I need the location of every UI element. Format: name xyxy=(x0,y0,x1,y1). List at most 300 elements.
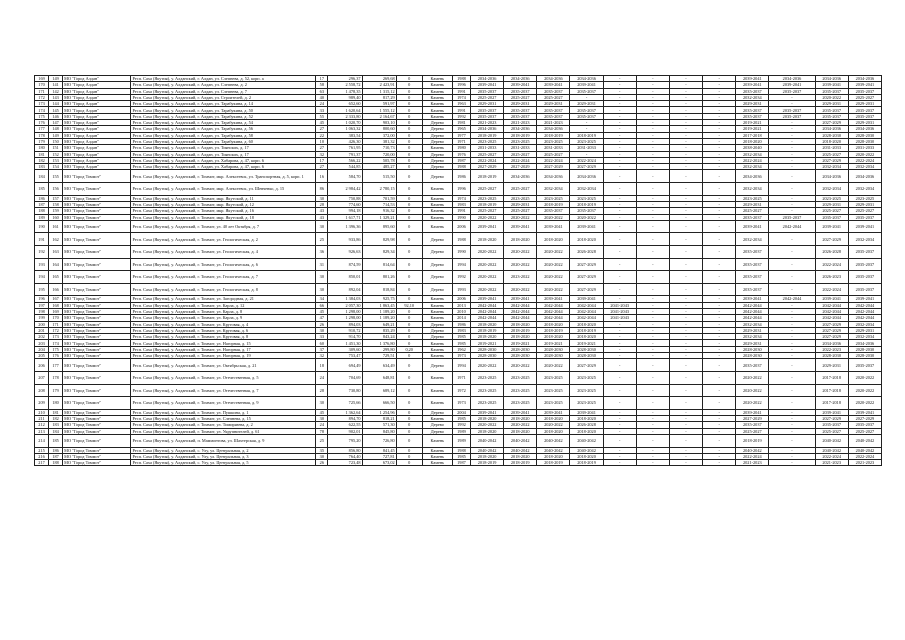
table-row xyxy=(35,246,882,259)
table-cell-g: 2032-2034 xyxy=(736,334,769,340)
table-cell-mat: Камень xyxy=(422,447,452,453)
table-row xyxy=(35,359,882,372)
table-cell-i: 2027-2029 xyxy=(815,120,848,126)
table-cell-a: 2025-2027 xyxy=(470,151,503,157)
table-cell-z: 0 xyxy=(396,214,422,220)
table-cell-mat: Дерево xyxy=(422,283,452,296)
table-cell-a: 2039-2041 xyxy=(470,409,503,415)
table-cell-s2: 673,02 xyxy=(362,460,396,466)
table-cell-s1: 994,18 xyxy=(328,208,362,214)
table-row xyxy=(35,422,882,428)
table-cell-e: - xyxy=(603,151,636,157)
table-cell-e: - xyxy=(603,409,636,415)
table-cell-c: 2028-2030 xyxy=(537,346,570,352)
table-cell-f: - xyxy=(636,346,669,352)
table-cell-empty: - xyxy=(703,447,736,453)
table-cell-g: 2020-2022 xyxy=(736,371,769,384)
table-cell-z: 0 xyxy=(396,101,422,107)
table-cell-empty: - xyxy=(669,157,702,163)
table-cell-addr: Респ. Саха (Якутия), у. Алданский, с. Улу, ул. Центральная, д. 5 xyxy=(131,460,316,466)
table-cell-e: - xyxy=(603,371,636,384)
table-cell-mo: МО "Город Томмот" xyxy=(63,334,131,340)
table-cell-j: 2032-2034 xyxy=(848,164,881,170)
table-cell-j: 2035-2037 xyxy=(848,113,881,119)
table-cell-a: 2020-2022 xyxy=(470,214,503,220)
table-cell-h: - xyxy=(769,409,815,415)
table-cell-d: 2018-2019 xyxy=(570,132,603,138)
table-cell-m: 161 xyxy=(49,220,63,233)
table-cell-c: 2042-2044 xyxy=(537,308,570,314)
table-cell-mo: МО "Город Алдан" xyxy=(63,126,131,132)
table-cell-addr: Респ. Саха (Якутия), у. Алданский, г. Томмот, мкр. Якутский, д. 16 xyxy=(131,208,316,214)
table-cell-mo: МО "Город Томмот" xyxy=(63,384,131,397)
table-cell-j: 2035-2037 xyxy=(848,422,881,428)
table-cell-mo: МО "Город Томмот" xyxy=(63,409,131,415)
table-cell-c: 2035-2037 xyxy=(537,208,570,214)
table-cell-fl: 24 xyxy=(316,422,328,428)
table-cell-empty: - xyxy=(669,258,702,271)
table-cell-e: - xyxy=(603,384,636,397)
table-cell-d: 2018-2019 xyxy=(570,327,603,333)
table-cell-empty: - xyxy=(669,145,702,151)
table-cell-mo: МО "Город Томмот" xyxy=(63,258,131,271)
table-cell-e: - xyxy=(603,208,636,214)
table-cell-z: 0 xyxy=(396,82,422,88)
table-cell-f: - xyxy=(636,145,669,151)
table-row xyxy=(35,321,882,327)
table-cell-i: 2039-2041 xyxy=(815,82,848,88)
table-cell-h: - xyxy=(769,183,815,196)
table-cell-c: 2023-2025 xyxy=(537,384,570,397)
table-cell-g: 2020-2022 xyxy=(736,397,769,410)
table-cell-a: 2028-2030 xyxy=(470,353,503,359)
table-cell-empty: - xyxy=(703,126,736,132)
table-cell-n: 202 xyxy=(35,334,49,340)
table-cell-e: - xyxy=(603,138,636,144)
table-cell-h: - xyxy=(769,302,815,308)
table-cell-yr: 1987 xyxy=(452,460,470,466)
table-cell-m: 186 xyxy=(49,447,63,453)
table-cell-j: 2020-2022 xyxy=(848,397,881,410)
table-cell-fl: 45 xyxy=(316,120,328,126)
table-cell-fl: 32 xyxy=(316,151,328,157)
table-cell-m: 173 xyxy=(49,334,63,340)
table-row xyxy=(35,302,882,308)
table-cell-mat: Камень xyxy=(422,101,452,107)
table-cell-mat: Камень xyxy=(422,340,452,346)
table-cell-empty: - xyxy=(703,151,736,157)
table-cell-n: 209 xyxy=(35,397,49,410)
table-cell-addr: Респ. Саха (Якутия), у. Алданский, г. Томмот, ул. Геологическая, д. 8 xyxy=(131,283,316,296)
table-cell-mo: МО "Город Томмот" xyxy=(63,214,131,220)
table-cell-z: 0 xyxy=(396,120,422,126)
table-cell-c: 2020-2022 xyxy=(537,214,570,220)
table-cell-yr: 1994 xyxy=(452,258,470,271)
table-cell-e: - xyxy=(603,214,636,220)
table-cell-a: 2034-2036 xyxy=(470,126,503,132)
table-cell-a: 2021-2023 xyxy=(470,120,503,126)
table-cell-e: - xyxy=(603,397,636,410)
table-cell-mat: Дерево xyxy=(422,132,452,138)
table-cell-empty: - xyxy=(669,88,702,94)
table-cell-empty: - xyxy=(669,453,702,459)
table-cell-e: - xyxy=(603,82,636,88)
table-cell-j: 2032-2034 xyxy=(848,321,881,327)
table-cell-s2: 729,51 xyxy=(362,353,396,359)
table-cell-mat: Камень xyxy=(422,201,452,207)
table-cell-a: 2018-2020 xyxy=(470,334,503,340)
table-cell-b: 2018-2020 xyxy=(504,416,537,422)
table-cell-mat: Камень xyxy=(422,94,452,100)
table-cell-empty: - xyxy=(669,82,702,88)
table-cell-j: 2035-2037 xyxy=(848,107,881,113)
table-cell-n: 217 xyxy=(35,460,49,466)
table-cell-addr: Респ. Саха (Якутия), у. Алданский, г. Алдан, ул. Тарабукина, д. 52 xyxy=(131,113,316,119)
table-cell-j: 2025-2027 xyxy=(848,208,881,214)
table-cell-d: 2027-2029 xyxy=(570,283,603,296)
table-cell-mat: Камень xyxy=(422,453,452,459)
table-cell-m: 154 xyxy=(49,164,63,170)
table-cell-s2: 381,32 xyxy=(362,138,396,144)
table-cell-fl: 10 xyxy=(316,138,328,144)
table-cell-empty: - xyxy=(703,214,736,220)
table-cell-empty: - xyxy=(669,132,702,138)
table-cell-mat: Камень xyxy=(422,183,452,196)
table-cell-h: - xyxy=(769,422,815,428)
table-cell-mo: МО "Город Алдан" xyxy=(63,88,131,94)
table-cell-fl: 17 xyxy=(316,76,328,82)
table-cell-m: 167 xyxy=(49,296,63,302)
table-cell-g: 2035-2037 xyxy=(736,271,769,284)
table-cell-empty: - xyxy=(669,271,702,284)
table-cell-mat: Камень xyxy=(422,107,452,113)
table-cell-a: 2018-2020 xyxy=(470,453,503,459)
table-cell-s1: 753,47 xyxy=(328,353,362,359)
table-cell-mat: Дерево xyxy=(422,327,452,333)
table-cell-s1: 910,72 xyxy=(328,327,362,333)
table-cell-e: - xyxy=(603,220,636,233)
table-cell-i: 2022-2024 xyxy=(815,283,848,296)
table-cell-empty: - xyxy=(669,220,702,233)
table-cell-a: 2018-2019 xyxy=(470,201,503,207)
table-cell-j: 2042-2044 xyxy=(848,315,881,321)
table-cell-i: 2034-2036 xyxy=(815,76,848,82)
table-cell-addr: Респ. Саха (Якутия), у. Алданский, г. Томмот, ул. Пушкина, д. 1 xyxy=(131,409,316,415)
table-cell-empty: - xyxy=(703,220,736,233)
table-cell-s1: 791,37 xyxy=(328,151,362,157)
table-cell-e: - xyxy=(603,201,636,207)
table-cell-empty: - xyxy=(669,201,702,207)
table-cell-d: 2039-2041 xyxy=(570,220,603,233)
table-cell-s1: 902,01 xyxy=(328,428,362,434)
table-cell-yr: 2013 xyxy=(452,302,470,308)
table-cell-g: 2035-2037 xyxy=(736,113,769,119)
table-cell-s1: 1 384,03 xyxy=(328,296,362,302)
table-cell-f: - xyxy=(636,353,669,359)
table-cell-mo: МО "Город Томмот" xyxy=(63,195,131,201)
table-cell-e: - xyxy=(603,428,636,434)
table-row xyxy=(35,447,882,453)
table-cell-z: 0 xyxy=(396,201,422,207)
table-cell-s1: 892,04 xyxy=(328,283,362,296)
table-cell-g: 2039-2041 xyxy=(736,296,769,302)
table-body xyxy=(35,76,882,466)
table-cell-z: 0 xyxy=(396,308,422,314)
table-cell-z: 0 xyxy=(396,434,422,447)
table-cell-j: 2035-2037 xyxy=(848,246,881,259)
table-cell-z: 0 xyxy=(396,384,422,397)
table-cell-f: - xyxy=(636,302,669,308)
table-cell-f: - xyxy=(636,82,669,88)
table-cell-addr: Респ. Саха (Якутия), у. Алданский, г. Томмот, ул. Октябрьская, д. 21 xyxy=(131,359,316,372)
table-cell-s2: 2 164,67 xyxy=(362,113,396,119)
table-cell-h: - xyxy=(769,453,815,459)
table-cell-z: 0 xyxy=(396,76,422,82)
table-cell-c: 2018-2019 xyxy=(537,201,570,207)
table-cell-s2: 591,97 xyxy=(362,101,396,107)
table-cell-addr: Респ. Саха (Якутия), у. Алданский, г. Алдан, ул. Строителей, д. 2 xyxy=(131,94,316,100)
table-cell-s2: 720,00 xyxy=(362,151,396,157)
table-cell-mo: МО "Город Алдан" xyxy=(63,157,131,163)
table-cell-m: 171 xyxy=(49,321,63,327)
table-cell-mat: Камень xyxy=(422,460,452,466)
table-cell-a: 2018-2019 xyxy=(470,170,503,183)
table-cell-g: 2042-2044 xyxy=(736,308,769,314)
table-cell-fl: 58 xyxy=(316,82,328,88)
table-cell-empty: - xyxy=(669,353,702,359)
table-cell-empty: - xyxy=(669,233,702,246)
table-cell-m: 149 xyxy=(49,76,63,82)
table-cell-yr: 1983 xyxy=(452,201,470,207)
table-cell-mat: Дерево xyxy=(422,409,452,415)
table-cell-h: - xyxy=(769,327,815,333)
table-cell-i: 2040-2042 xyxy=(815,434,848,447)
table-cell-d: 2018-2019 xyxy=(570,201,603,207)
table-cell-empty: - xyxy=(669,170,702,183)
table-cell-b: 2027-2029 xyxy=(504,164,537,170)
table-cell-n: 195 xyxy=(35,283,49,296)
table-cell-n: 213 xyxy=(35,428,49,434)
table-cell-mo: МО "Город Алдан" xyxy=(63,164,131,170)
table-cell-i: 2027-2029 xyxy=(815,157,848,163)
table-cell-g: 2032-2034 xyxy=(736,233,769,246)
table-cell-s1: 850,01 xyxy=(328,271,362,284)
table-cell-empty: - xyxy=(669,416,702,422)
table-cell-z: 0 xyxy=(396,340,422,346)
table-cell-m: 176 xyxy=(49,353,63,359)
table-cell-c: 2042-2044 xyxy=(537,302,570,308)
table-cell-j: 2035-2037 xyxy=(848,283,881,296)
table-cell-yr: 1988 xyxy=(452,233,470,246)
table-cell-addr: Респ. Саха (Якутия), у. Алданский, г. Томмот, ул. Слепнева, д. 15 xyxy=(131,416,316,422)
table-cell-s2: 485,27 xyxy=(362,164,396,170)
table-cell-empty: - xyxy=(703,82,736,88)
table-cell-d: 2040-2042 xyxy=(570,434,603,447)
table-cell-e: - xyxy=(603,126,636,132)
table-cell-mo: МО "Город Томмот" xyxy=(63,353,131,359)
table-cell-mat: Камень xyxy=(422,434,452,447)
table-cell-j: 2032-2034 xyxy=(848,233,881,246)
table-cell-j: 2029-2031 xyxy=(848,101,881,107)
table-cell-j: 2034-2036 xyxy=(848,76,881,82)
table-cell-e: - xyxy=(603,434,636,447)
table-cell-d: 2035-2037 xyxy=(570,88,603,94)
table-cell-g: 2018-2020 xyxy=(736,138,769,144)
table-cell-b: 2018-2020 xyxy=(504,233,537,246)
table-cell-yr: 1973 xyxy=(452,353,470,359)
table-cell-n: 171 xyxy=(35,88,49,94)
table-cell-empty: - xyxy=(669,428,702,434)
table-cell-fl: 32 xyxy=(316,353,328,359)
table-cell-d: 2039-2041 xyxy=(570,409,603,415)
table-cell-mo: МО "Город Томмот" xyxy=(63,453,131,459)
table-cell-f: - xyxy=(636,258,669,271)
table-cell-b: 2039-2041 xyxy=(504,409,537,415)
table-cell-b: 2029-2031 xyxy=(504,201,537,207)
table-cell-g: 2035-2037 xyxy=(736,214,769,220)
table-cell-a: 2035-2037 xyxy=(470,88,503,94)
table-cell-b: 2034-2036 xyxy=(504,126,537,132)
table-cell-z: 0 xyxy=(396,113,422,119)
table-cell-e: - xyxy=(603,107,636,113)
table-cell-i: 2027-2029 xyxy=(815,334,848,340)
table-cell-s1: 2 984,42 xyxy=(328,183,362,196)
table-cell-g: 2028-2030 xyxy=(736,346,769,352)
table-cell-d: 2023-2025 xyxy=(570,371,603,384)
table-cell-a: 2020-2022 xyxy=(470,359,503,372)
table-cell-g: 2029-2031 xyxy=(736,201,769,207)
table-cell-fl: 27 xyxy=(316,164,328,170)
table-cell-i: 2027-2029 xyxy=(815,321,848,327)
table-cell-empty: - xyxy=(669,371,702,384)
table-cell-s2: 701,59 xyxy=(362,195,396,201)
table-cell-s2: 299,80 xyxy=(362,346,396,352)
table-cell-z: 0 xyxy=(396,94,422,100)
table-cell-a: 2042-2044 xyxy=(470,302,503,308)
table-cell-j: 2035-2037 xyxy=(848,214,881,220)
table-cell-g: 2032-2034 xyxy=(736,183,769,196)
table-cell-g: 2018-2019 xyxy=(736,434,769,447)
table-cell-s2: 710,73 xyxy=(362,145,396,151)
table-cell-a: 2020-2022 xyxy=(470,422,503,428)
table-cell-mat: Дерево xyxy=(422,271,452,284)
table-cell-m: 168 xyxy=(49,302,63,308)
table-cell-s1: 2 558,72 xyxy=(328,82,362,88)
table-cell-c: 2032-2034 xyxy=(537,183,570,196)
table-row xyxy=(35,107,882,113)
table-cell-addr: Респ. Саха (Якутия), у. Алданский, г. Томмот, мкр. Якутский, д. 11 xyxy=(131,195,316,201)
table-cell-empty: - xyxy=(703,416,736,422)
table-cell-i: 2022-2024 xyxy=(815,453,848,459)
table-cell-yr: 1992 xyxy=(452,271,470,284)
table-cell-b: 2021-2023 xyxy=(504,120,537,126)
table-cell-mo: МО "Город Томмот" xyxy=(63,397,131,410)
table-cell-a: 2020-2022 xyxy=(470,283,503,296)
table-cell-s2: 505,78 xyxy=(362,157,396,163)
table-cell-m: 141 xyxy=(49,82,63,88)
table-cell-s2: 727,81 xyxy=(362,453,396,459)
table-cell-z: 0 xyxy=(396,271,422,284)
table-cell-c: 2018-2020 xyxy=(537,233,570,246)
table-cell-c: 2034-2036 xyxy=(537,126,570,132)
table-cell-fl: 30 xyxy=(316,283,328,296)
table-cell-empty: - xyxy=(703,346,736,352)
table-cell-addr: Респ. Саха (Якутия), у. Алданский, г. Томмот, ул. Геологическая, д. 2 xyxy=(131,233,316,246)
table-cell-f: - xyxy=(636,107,669,113)
table-cell-mo: МО "Город Томмот" xyxy=(63,447,131,453)
table-cell-mat: Дерево xyxy=(422,126,452,132)
table-cell-h: - xyxy=(769,201,815,207)
table-cell-yr: 1971 xyxy=(452,138,470,144)
table-cell-d: 2018-2020 xyxy=(570,334,603,340)
table-cell-s2: 843,24 xyxy=(362,334,396,340)
table-cell-s1: 383,54 xyxy=(328,132,362,138)
table-cell-s2: 818,21 xyxy=(362,416,396,422)
table-cell-empty: - xyxy=(703,94,736,100)
table-cell-s1: 566,22 xyxy=(328,157,362,163)
table-cell-n: 204 xyxy=(35,346,49,352)
table-cell-empty: - xyxy=(669,120,702,126)
table-cell-z: 0 xyxy=(396,397,422,410)
table-cell-m: 178 xyxy=(49,371,63,384)
table-cell-c: 2018-2020 xyxy=(537,321,570,327)
table-row xyxy=(35,346,882,352)
table-cell-g: 2035-2037 xyxy=(736,422,769,428)
table-cell-n: 207 xyxy=(35,371,49,384)
table-cell-e: - xyxy=(603,416,636,422)
table-cell-addr: Респ. Саха (Якутия), у. Алданский, г. Томмот, мкр. Алексеевск, ул. Шевченко, д. 15 xyxy=(131,183,316,196)
table-cell-z: 0,20 xyxy=(396,346,422,352)
table-row xyxy=(35,94,882,100)
table-cell-s1: 704,69 xyxy=(328,371,362,384)
table-cell-b: 2020-2022 xyxy=(504,214,537,220)
table-cell-h: - xyxy=(769,138,815,144)
table-cell-c: 2035-2037 xyxy=(537,88,570,94)
table-cell-d: 2042-2044 xyxy=(570,308,603,314)
table-cell-e: - xyxy=(603,353,636,359)
table-cell-c: 2023-2025 xyxy=(537,138,570,144)
table-cell-i: 2039-2041 xyxy=(815,296,848,302)
table-cell-f: - xyxy=(636,126,669,132)
table-cell-e: 2041-2043 xyxy=(603,308,636,314)
table-row xyxy=(35,151,882,157)
table-cell-b: 2018-2019 xyxy=(504,460,537,466)
table-cell-h: 2042-2044 xyxy=(769,220,815,233)
table-cell-empty: - xyxy=(669,113,702,119)
table-cell-f: - xyxy=(636,220,669,233)
table-cell-empty: - xyxy=(669,327,702,333)
table-cell-z: 0 xyxy=(396,416,422,422)
table-cell-g: 2035-2037 xyxy=(736,88,769,94)
table-cell-s1: 750,88 xyxy=(328,195,362,201)
table-cell-e: - xyxy=(603,164,636,170)
table-cell-s1: 1 362,64 xyxy=(328,409,362,415)
table-cell-j: 2039-2041 xyxy=(848,220,881,233)
table-cell-mat: Камень xyxy=(422,82,452,88)
table-cell-e: - xyxy=(603,233,636,246)
table-cell-mat: Камень xyxy=(422,371,452,384)
table-cell-yr: 1994 xyxy=(452,359,470,372)
table-cell-addr: Респ. Саха (Якутия), у. Алданский, г. Томмот, ул. Нагорная, д. 17 xyxy=(131,346,316,352)
table-cell-s1: 584,70 xyxy=(328,170,362,183)
table-cell-e: - xyxy=(603,283,636,296)
table-cell-d: 2027-2029 xyxy=(570,258,603,271)
table-cell-j: 2042-2044 xyxy=(848,302,881,308)
table-cell-b: 2040-2042 xyxy=(504,447,537,453)
table-cell-mo: МО "Город Томмот" xyxy=(63,416,131,422)
table-cell-fl: 31 xyxy=(316,258,328,271)
table-cell-fl: 22 xyxy=(316,132,328,138)
